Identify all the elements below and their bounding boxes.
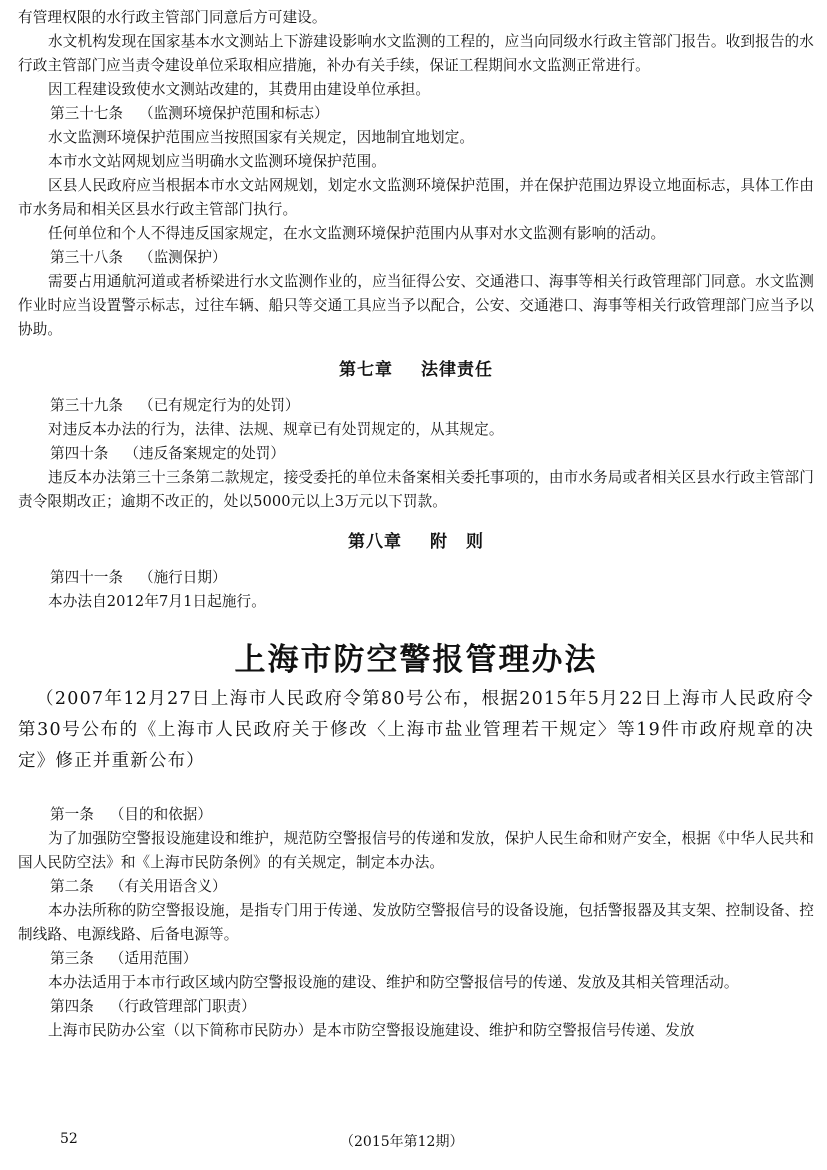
- article-title: （违反备案规定的处罚）: [124, 445, 285, 462]
- article-title: （有关用语含义）: [109, 878, 227, 895]
- article-title: （适用范围）: [109, 950, 198, 967]
- article-title: （已有规定行为的处罚）: [138, 397, 300, 414]
- article-number: 第四十条: [50, 445, 109, 462]
- paragraph: 区县人民政府应当根据本市水文站网规划，划定水文监测环境保护范围，并在保护范围边界设立地面标志，具体工作由市水务局和相关区县水行政主管部门执行。: [18, 177, 814, 218]
- paragraph: 水文机构发现在国家基本水文测站上下游建设影响水文监测的工程的，应当向同级水行政主管部门报告。收到报告的水行政主管部门应当责令建设单位采取相应措施，补办有关手续，保证工程期间水文监测正常进行。: [18, 33, 814, 74]
- page-footer: [0, 1131, 827, 1153]
- chapter-name: 法律责任: [421, 360, 493, 380]
- paragraph: 本市水文站网规划应当明确水文监测环境保护范围。: [48, 153, 386, 170]
- article-title: （目的和依据）: [109, 806, 212, 823]
- article-heading: [18, 947, 814, 971]
- chapter-name: 附 则: [430, 532, 484, 552]
- paragraph: 需要占用通航河道或者桥梁进行水文监测作业的，应当征得公安、交通港口、海事等相关行政管理部门同意。水文监测作业时应当设置警示标志，过往车辆、船只等交通工具应当予以配合，公安、交通港口、海事等相关行政管理部门应当予以协助。: [18, 273, 814, 338]
- article-number: 第三十九条: [50, 397, 123, 414]
- article-heading: [18, 803, 814, 827]
- paragraph: 因工程建设致使水文测站改建的，其费用由建设单位承担。: [48, 81, 431, 98]
- paragraph: 水文监测环境保护范围应当按照国家有关规定，因地制宜地划定。: [48, 129, 475, 146]
- paragraph: 对违反本办法的行为，法律、法规、规章已有处罚规定的，从其规定。: [48, 421, 504, 438]
- paragraph: 本办法所称的防空警报设施，是指专门用于传递、发放防空警报信号的设备设施，包括警报器及其支架、控制设备、控制线路、电源线路、后备电源等。: [18, 902, 814, 943]
- chapter-heading: [18, 530, 814, 554]
- article-number: 第四条: [50, 998, 94, 1015]
- article-number: 第三条: [50, 950, 94, 967]
- article-number: 第三十八条: [50, 249, 123, 266]
- article-heading: [18, 995, 814, 1019]
- article-title: （行政管理部门职责）: [109, 998, 256, 1015]
- article-heading: [18, 875, 814, 899]
- article-heading: [18, 394, 814, 418]
- paragraph: 有管理权限的水行政主管部门同意后方可建设。: [18, 9, 327, 26]
- paragraph: 本办法自2012年7月1日起施行。: [48, 593, 266, 610]
- paragraph: 为了加强防空警报设施建设和维护，规范防空警报信号的传递和发放，保护人民生命和财产安全，根据《中华人民共和国人民防空法》和《上海市民防条例》的有关规定，制定本办法。: [18, 830, 814, 871]
- chapter-number: 第七章: [339, 360, 393, 380]
- document-subtitle: （2007年12月27日上海市人民政府令第80号公布，根据2015年5月22日上海市人民政府令第30号公布的《上海市人民政府关于修改〈上海市盐业管理若干规定〉等19件市政府规章的决定》修正并重新公布）: [18, 689, 814, 771]
- chapter-heading: [18, 358, 814, 382]
- article-title: （监测环境保护范围和标志）: [138, 105, 329, 122]
- article-number: 第二条: [50, 878, 94, 895]
- paragraph: 任何单位和个人不得违反国家规定，在水文监测环境保护范围内从事对水文监测有影响的活动。: [48, 225, 666, 242]
- article-number: 第四十一条: [50, 569, 123, 586]
- article-title: （施行日期）: [138, 569, 227, 586]
- chapter-number: 第八章: [348, 532, 402, 552]
- paragraph: 违反本办法第三十三条第二款规定，接受委托的单位未备案相关委托事项的，由市水务局或者相关区县水行政主管部门责令限期改正；逾期不改正的，处以5000元以上3万元以下罚款。: [18, 469, 814, 510]
- article-heading: [18, 102, 814, 126]
- paragraph: 本办法适用于本市行政区域内防空警报设施的建设、维护和防空警报信号的传递、发放及其相关管理活动。: [48, 974, 739, 991]
- issue-label: （2015年第12期）: [340, 1134, 464, 1150]
- document-page: [18, 6, 814, 1043]
- document-title: 上海市防空警报管理办法: [234, 642, 598, 678]
- article-title: （监测保护）: [138, 249, 227, 266]
- paragraph: 上海市民防办公室（以下简称市民防办）是本市防空警报设施建设、维护和防空警报信号传递、发放: [48, 1022, 695, 1039]
- article-heading: [18, 246, 814, 270]
- article-number: 第一条: [50, 806, 94, 823]
- page-number: 52: [60, 1131, 78, 1147]
- article-number: 第三十七条: [50, 105, 123, 122]
- article-heading: [18, 442, 814, 466]
- article-heading: [18, 566, 814, 590]
